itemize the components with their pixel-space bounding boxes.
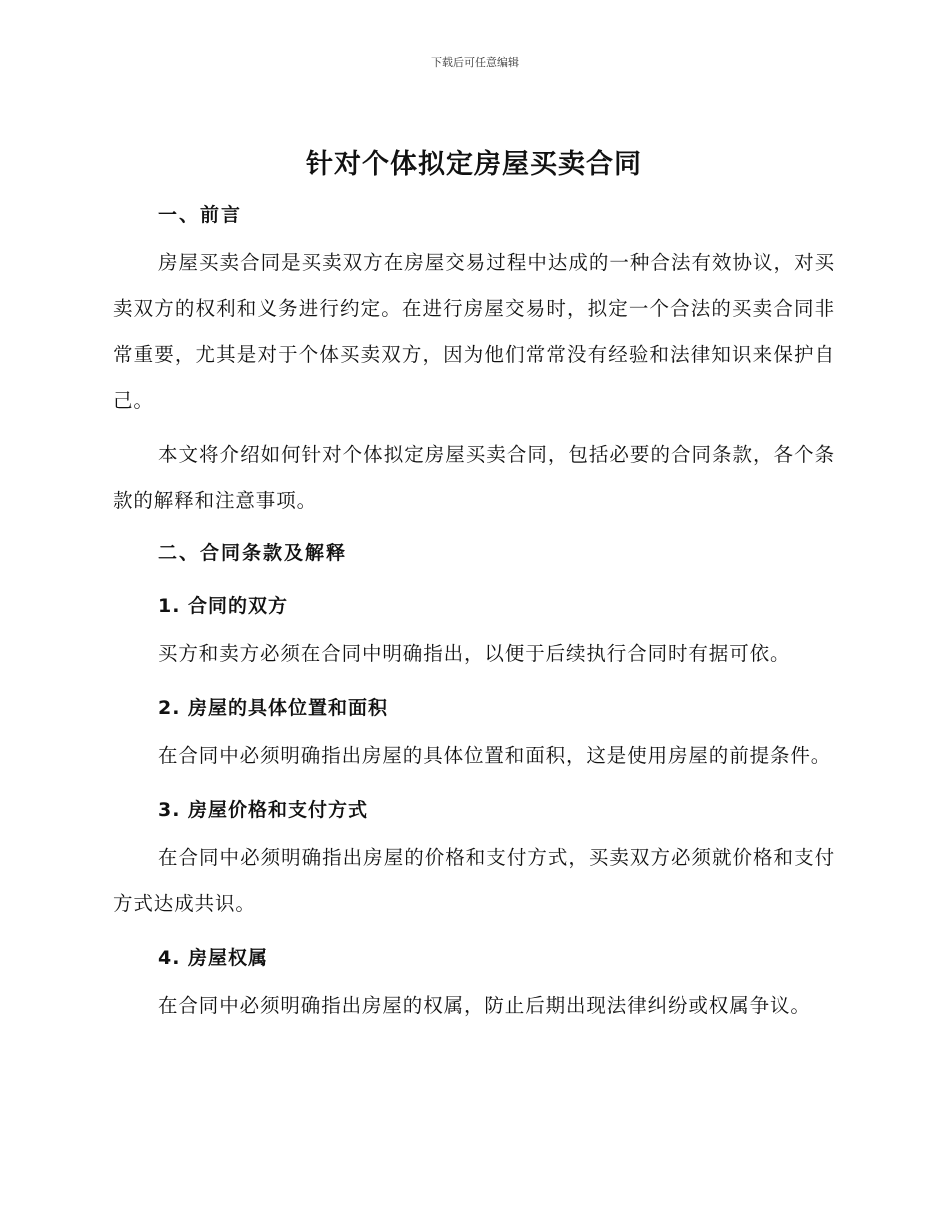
clause-item [113, 593, 835, 677]
clause-item [113, 945, 835, 1029]
section-preface [113, 202, 835, 524]
clause-item [113, 695, 835, 779]
document-title: 针对个体拟定房屋买卖合同 [306, 149, 642, 180]
section-heading-clauses: 二、合同条款及解释 [158, 542, 348, 564]
clause-text: 在合同中必须明确指出房屋的具体位置和面积，这是使用房屋的前提条件。 [158, 744, 832, 767]
section-heading-preface: 一、前言 [158, 204, 243, 226]
header-note: 下载后可任意编辑 [431, 56, 519, 69]
document-body [113, 140, 835, 1029]
clause-heading: 2. 房屋的具体位置和面积 [158, 697, 389, 719]
clause-heading: 1. 合同的双方 [158, 595, 289, 617]
paragraph-preface-1: 房屋买卖合同是买卖双方在房屋交易过程中达成的一种合法有效协议，对买卖双方的权利和义务进行约定。在进行房屋交易时，拟定一个合法的买卖合同非常重要，尤其是对于个体买卖双方，因为他们常常没有经验和法律知识来保护自己。 [113, 251, 835, 412]
clause-heading: 4. 房屋权属 [158, 947, 269, 969]
paragraph-preface-2: 本文将介绍如何针对个体拟定房屋买卖合同，包括必要的合同条款，各个条款的解释和注意事项。 [113, 443, 835, 512]
clause-item [113, 797, 835, 927]
clause-heading: 3. 房屋价格和支付方式 [158, 799, 369, 821]
section-clauses [113, 540, 835, 1029]
clause-text: 在合同中必须明确指出房屋的价格和支付方式，买卖双方必须就价格和支付方式达成共识。 [113, 846, 835, 915]
clause-text: 在合同中必须明确指出房屋的权属，防止后期出现法律纠纷或权属争议。 [158, 994, 811, 1017]
clause-text: 买方和卖方必须在合同中明确指出，以便于后续执行合同时有据可依。 [158, 642, 791, 665]
